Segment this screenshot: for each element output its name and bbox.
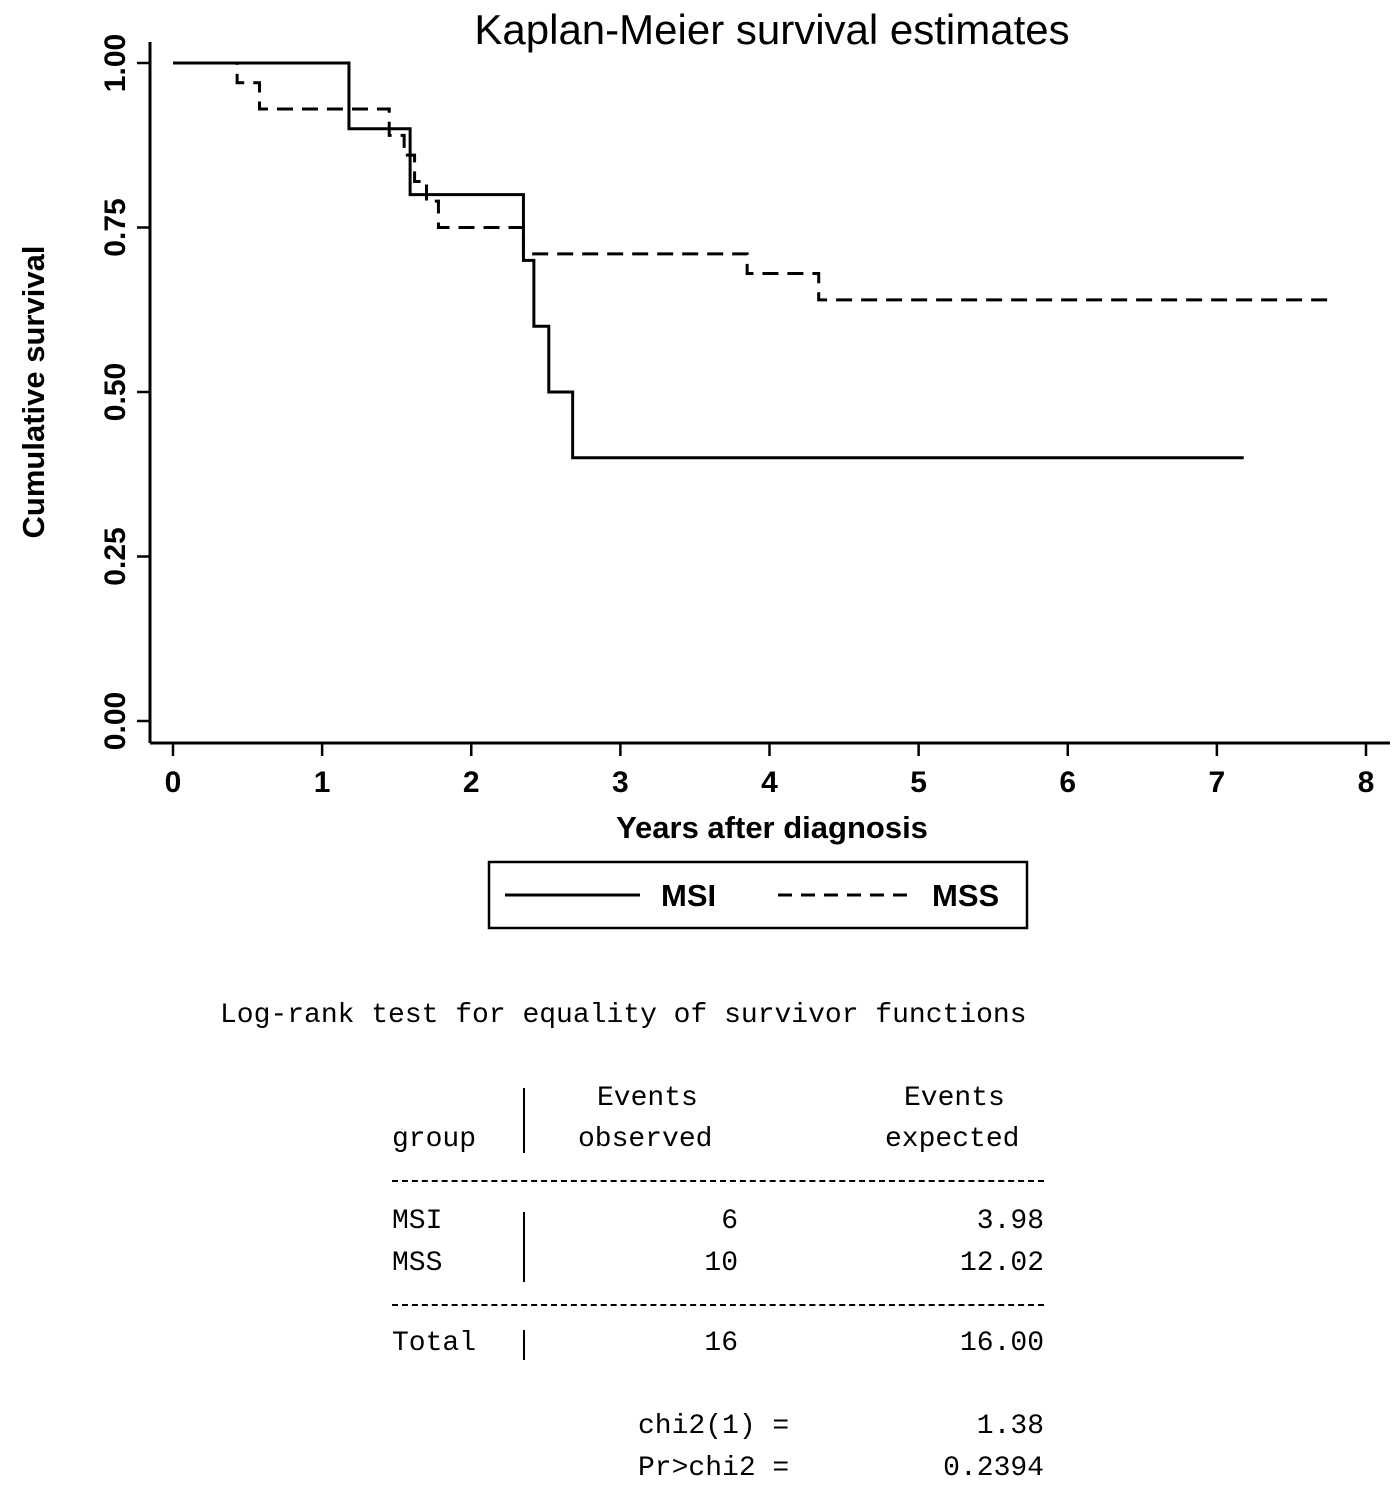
row-expected: 12.02 xyxy=(959,1248,1044,1279)
p-value: 0.2394 xyxy=(943,1453,1044,1484)
table-separator xyxy=(523,1212,525,1282)
chi2-value: 1.38 xyxy=(976,1411,1044,1442)
table-rule xyxy=(392,1180,1044,1182)
row-group: MSS xyxy=(392,1248,443,1279)
x-tick-label: 8 xyxy=(1357,766,1375,799)
chi2-label: chi2(1) = xyxy=(638,1411,790,1442)
chart-title: Kaplan-Meier survival estimates xyxy=(474,6,1070,53)
x-tick-label: 4 xyxy=(761,766,778,799)
row-group: MSI xyxy=(392,1206,443,1237)
table-separator xyxy=(523,1088,525,1153)
p-label: Pr>chi2 = xyxy=(638,1453,790,1484)
curve-msi xyxy=(173,63,1244,458)
header-group: group xyxy=(392,1124,477,1155)
total-observed: 16 xyxy=(704,1328,738,1359)
curve-mss xyxy=(173,63,1333,300)
y-tick-label: 0.25 xyxy=(99,527,132,586)
x-tick-label: 6 xyxy=(1059,766,1077,799)
y-tick-label: 1.00 xyxy=(99,33,132,93)
row-observed: 10 xyxy=(704,1248,738,1279)
header-observed: observed xyxy=(578,1124,713,1155)
x-ticks xyxy=(165,743,1375,799)
total-expected: 16.00 xyxy=(959,1328,1044,1359)
x-tick-label: 0 xyxy=(164,766,182,799)
x-axis-label: Years after diagnosis xyxy=(616,810,928,845)
logrank-title: Log-rank test for equality of survivor functions xyxy=(220,1000,1027,1031)
x-tick-label: 2 xyxy=(462,766,480,799)
x-tick-label: 1 xyxy=(313,766,331,799)
table-rule xyxy=(392,1304,1044,1306)
header-expected: expected xyxy=(885,1124,1020,1155)
legend xyxy=(489,862,1027,928)
y-tick-label: 0.00 xyxy=(99,691,132,751)
x-tick-label: 3 xyxy=(612,766,629,799)
y-axis-label: Cumulative survival xyxy=(16,245,51,539)
y-tick-label: 0.50 xyxy=(99,362,132,422)
legend-msi-label: MSI xyxy=(661,878,717,913)
table-separator xyxy=(523,1330,525,1360)
total-label: Total xyxy=(392,1328,477,1359)
header-events-expected: Events xyxy=(904,1083,1005,1114)
y-ticks xyxy=(99,34,150,750)
x-tick-label: 7 xyxy=(1208,766,1226,799)
survival-curves xyxy=(173,63,1333,458)
y-tick-label: 0.75 xyxy=(99,198,132,257)
header-events-observed: Events xyxy=(597,1083,698,1114)
x-tick-label: 5 xyxy=(910,766,927,799)
legend-mss-label: MSS xyxy=(932,878,1000,913)
row-observed: 6 xyxy=(721,1206,738,1237)
row-expected: 3.98 xyxy=(976,1206,1044,1237)
